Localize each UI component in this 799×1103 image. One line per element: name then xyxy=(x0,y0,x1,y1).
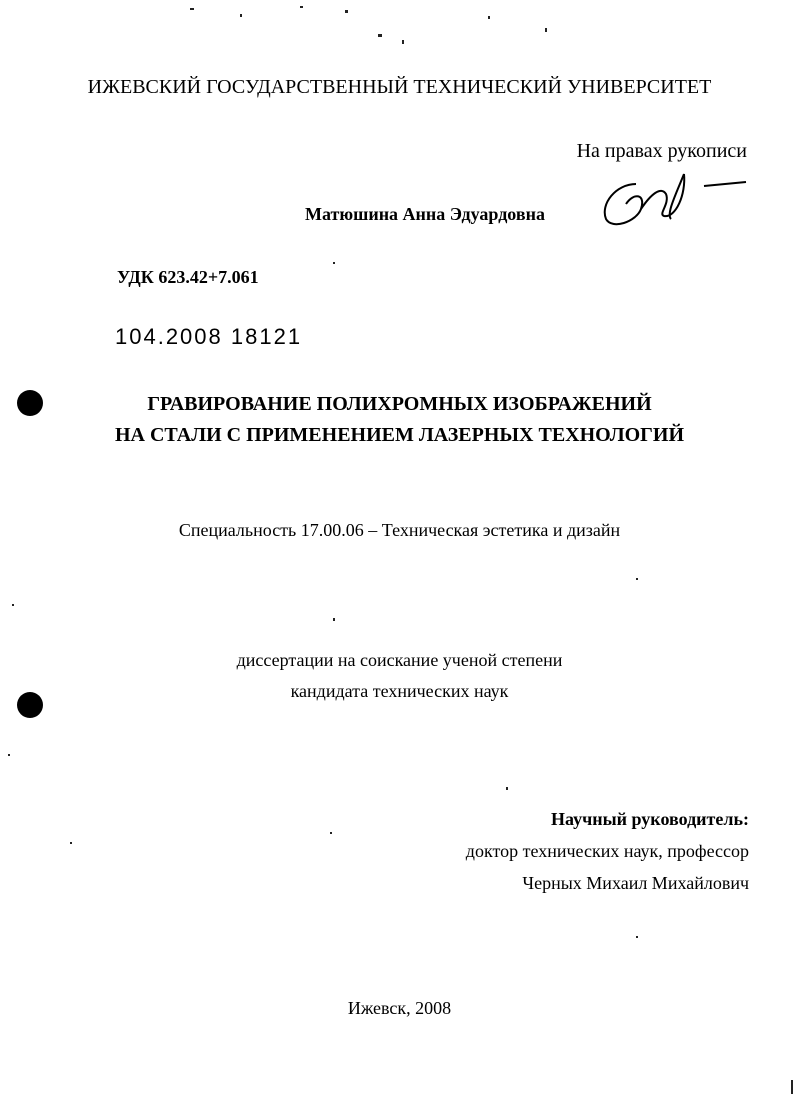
degree-line-1: диссертации на соискание ученой степени xyxy=(236,650,563,670)
scan-speck xyxy=(333,262,335,264)
scan-speck xyxy=(12,604,14,606)
specialty: Специальность 17.00.06 – Техническая эстетика и дизайн xyxy=(178,520,621,540)
supervisor-name: Черных Михаил Михайлович xyxy=(522,873,749,893)
scan-speck xyxy=(190,8,194,10)
scan-speck xyxy=(330,832,332,834)
thesis-title-line-1: ГРАВИРОВАНИЕ ПОЛИХРОМНЫХ ИЗОБРАЖЕНИЙ xyxy=(147,393,652,415)
scan-speck xyxy=(488,16,490,19)
thesis-title-line-2: НА СТАЛИ С ПРИМЕНЕНИЕМ ЛАЗЕРНЫХ ТЕХНОЛОГИЙ xyxy=(114,424,685,446)
signature-icon xyxy=(596,164,756,234)
scan-speck xyxy=(636,578,638,580)
author-name: Матюшина Анна Эдуардовна xyxy=(305,204,545,224)
place-year: Ижевск, 2008 xyxy=(347,998,452,1018)
scan-speck xyxy=(70,842,72,844)
manuscript-note: На правах рукописи xyxy=(576,140,747,162)
scan-speck xyxy=(402,40,404,44)
scan-speck xyxy=(333,618,335,621)
supervisor-heading: Научный руководитель: xyxy=(551,809,749,829)
scan-speck xyxy=(300,6,303,8)
supervisor-credentials: доктор технических наук, профессор xyxy=(465,841,749,861)
degree-line-2: кандидата технических наук xyxy=(290,681,509,701)
university-name: ИЖЕВСКИЙ ГОСУДАРСТВЕННЫЙ ТЕХНИЧЕСКИЙ УНИВЕРСИТЕТ xyxy=(87,76,712,98)
scan-speck xyxy=(636,936,638,938)
scan-speck xyxy=(506,787,508,790)
scan-speck xyxy=(378,34,382,37)
registration-stamp: 104.2008 18121 xyxy=(115,324,303,349)
scan-speck xyxy=(545,28,547,32)
scan-speck xyxy=(791,1080,793,1094)
scan-speck xyxy=(8,754,10,756)
scan-speck xyxy=(345,10,348,13)
scan-speck xyxy=(240,14,242,17)
udk-code: УДК 623.42+7.061 xyxy=(117,267,259,287)
